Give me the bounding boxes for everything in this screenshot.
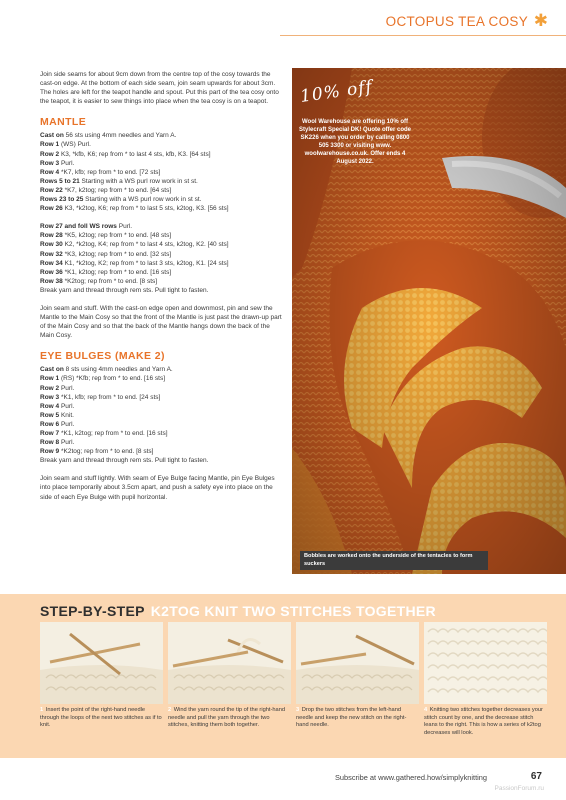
- step-4-text: 4 Knitting two stitches together decreases your stitch count by one, and the decrease stitch leans to the right. This is how a series of k2tog decreases will look.: [424, 707, 543, 736]
- mantle-rows-a: [40, 131, 285, 213]
- pattern-row: Cast on 56 sts using 4mm needles and Yarn A.: [40, 132, 177, 140]
- break-yarn-note: Break yarn and thread through rem sts. Pull tight to fasten.: [40, 457, 209, 465]
- pattern-row: Row 3 *K1, kfb; rep from * to end. [24 sts]: [40, 393, 161, 401]
- promo-text: Wool Warehouse are offering 10% off Stylecraft Special DK! Quote offer code SK226 when you order by calling 0800 505 3300 or visiting www. woolwarehouse.co.uk. Offer ends 4 August 2022.: [298, 119, 412, 165]
- photo-caption: Bobbles are worked onto the underside of the tentacles to form suckers: [300, 551, 488, 570]
- step-by-step-title: STEP-BY-STEP K2TOG KNIT TWO STITCHES TOGETHER: [40, 603, 436, 619]
- eye-rows: [40, 365, 285, 465]
- pattern-row: Row 2 Purl.: [40, 384, 75, 392]
- pattern-row: Row 4 Purl.: [40, 402, 75, 410]
- step-1-image: [40, 622, 163, 704]
- mantle-heading: MANTLE: [40, 116, 87, 129]
- eye-join-paragraph: Join seam and stuff lightly. With seam of Eye Bulge facing Mantle, pin Eye Bulges into place temporarily about 3.5cm apart, and push a safety eye into place on the side of each Eye Bulge with pupil horizontal.: [40, 475, 275, 501]
- page-number: 67: [530, 771, 542, 782]
- pattern-row: Row 38 *K2tog; rep from * to end. [8 sts]: [40, 277, 158, 285]
- pattern-row: Row 22 *K7, k2tog; rep from * to end. [64 sts]: [40, 186, 172, 194]
- eye-bulges-heading: EYE BULGES (MAKE 2): [40, 350, 165, 363]
- step-4-image: [424, 622, 547, 704]
- step-1-text: 1 Insert the point of the right-hand needle through the loops of the next two stitches as if to knit.: [40, 707, 162, 729]
- intro-paragraph: Join side seams for about 9cm down from the centre top of the cosy towards the cast-on edge. At the bottom of each side seam, join seam upwards for about 3cm. The holes are left for the teapot handle and spout. Put this part of the tea cosy onto the teapot, it is easier to sew things into place when the tea cosy is on a teapot.: [40, 71, 279, 106]
- mantle-rows-b: [40, 222, 285, 295]
- pattern-row: Row 3 Purl.: [40, 159, 75, 167]
- subscribe-link[interactable]: Subscribe at www.gathered.how/simplyknitting: [335, 773, 487, 782]
- watermark: PassionForum.ru: [494, 785, 544, 792]
- pattern-row: Rows 23 to 25 Starting with a WS purl row work in st st.: [40, 196, 202, 204]
- asterisk-icon: ✱: [533, 11, 548, 30]
- pattern-row: Row 9 *K2tog; rep from * to end. [8 sts]: [40, 448, 154, 456]
- step-3-text: 3 Drop the two stitches from the left-hand needle and keep the new stitch on the right-hand needle.: [296, 707, 407, 729]
- pattern-row: Row 26 K3, *k2tog, K6; rep from * to last 5 sts, k2tog, K3. [56 sts]: [40, 205, 229, 213]
- pattern-row: Row 27 and foll WS rows Purl.: [40, 223, 133, 231]
- pattern-row: Row 6 Purl.: [40, 420, 75, 428]
- pattern-row: Row 1 (WS) Purl.: [40, 141, 91, 149]
- header-title: OCTOPUS TEA COSY: [385, 14, 528, 29]
- step-3-image: [296, 622, 419, 704]
- pattern-row: Row 28 *K5, k2tog; rep from * to end. [48 sts]: [40, 232, 172, 240]
- break-yarn-note: Break yarn and thread through rem sts. Pull tight to fasten.: [40, 286, 209, 294]
- pattern-row: Rows 5 to 21 Starting with a WS purl row work in st st.: [40, 177, 198, 185]
- pattern-row: Row 2 K3, *kfb, K6; rep from * to last 4 sts, kfb, K3. [64 sts]: [40, 150, 211, 158]
- pattern-row: Row 8 Purl.: [40, 439, 75, 447]
- pattern-row: Row 34 K1, *k2tog, K2; rep from * to last 3 sts, k2tog, K1. [24 sts]: [40, 259, 229, 267]
- step-2-image: [168, 622, 291, 704]
- pattern-row: Row 1 (RS) *Kfb; rep from * to end. [16 sts]: [40, 375, 166, 383]
- pattern-row: Row 7 *K1, k2tog; rep from * to end. [16 sts]: [40, 430, 168, 437]
- pattern-row: Row 32 *K3, k2tog; rep from * to end. [32 sts]: [40, 250, 172, 258]
- pattern-row: Row 5 Knit.: [40, 411, 74, 419]
- pattern-row: Row 4 *K7, kfb; rep from * to end. [72 sts]: [40, 168, 161, 176]
- pattern-row: Row 30 K2, *k2tog, K4; rep from * to last 4 sts, k2tog, K2. [40 sts]: [40, 241, 229, 249]
- mantle-join-paragraph: Join seam and stuff. With the cast-on edge open and downmost, pin and sew the Mantle to the Main Cosy so that the front of the Mantle is just past the drawn-up part of the Main Cosy and so that the back of the Mantle hangs down the back of the Main Cosy.: [40, 304, 282, 340]
- header-rule: [280, 35, 566, 36]
- step-2-text: 2 Wind the yarn round the tip of the right-hand needle and pull the yarn through the two stitches, knitting them both together.: [168, 707, 286, 729]
- pattern-column: [40, 70, 285, 512]
- pattern-row: Row 36 *K1, k2tog; rep from * to end. [16 sts]: [40, 268, 172, 276]
- discount-badge: 10% off: [298, 77, 375, 107]
- pattern-row: Cast on 8 sts using 4mm needles and Yarn A.: [40, 366, 173, 374]
